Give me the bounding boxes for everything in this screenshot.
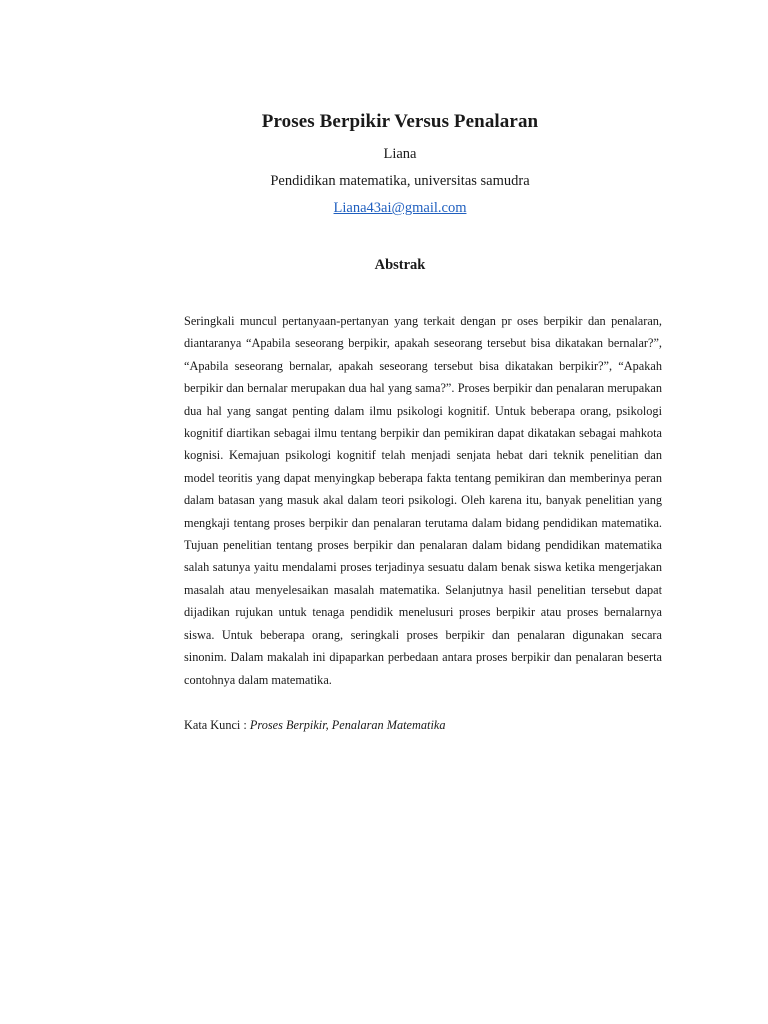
keywords-line <box>184 714 662 736</box>
email-link[interactable]: Liana43ai@gmail.com <box>333 200 467 216</box>
email-line <box>0 200 768 217</box>
abstract-paragraph: Seringkali muncul pertanyaan-pertanyan yang terkait dengan pr oses berpikir dan penalaran, diantaranya “Apabila seseorang berpikir, apakah seseorang tersebut bisa dikatakan bernalar?”, “Apabila seseorang bernalar, apakah seseorang tersebut bisa dikatakan berpikir?”, “Apakah berpikir dan bernalar merupakan dua hal yang sama?”. Proses berpikir dan penalaran merupakan dua hal yang sangat penting dalam ilmu psikologi kognitif. Untuk beberapa orang, psikologi kognitif diartikan sebagai ilmu tentang berpikir dan pemikiran dapat dikatakan sebagai mahkota kognisi. Kemajuan psikologi kognitif telah menjadi senjata hebat dari teknik penelitian dan model teoritis yang dapat menyingkap beberapa fakta tentang pemikiran dan memberinya peran dalam batasan yang masuk akal dalam teori psikologi. Oleh karena itu, banyak penelitian yang mengkaji tentang proses berpikir dan penalaran terutama dalam bidang pendidikan matematika. Tujuan penelitian tentang proses berpikir dan penalaran dalam bidang pendidikan matematika salah satunya yaitu mendalami proses terjadinya sesuatu dalam benak siswa ketika mengerjakan masalah atau menyelesaikan masalah matematika. Selanjutnya hasil penelitian tersebut dapat dijadikan rujukan untuk tenaga pendidik menelusuri proses berpikir atau proses bernalarnya siswa. Untuk beberapa orang, seringkali proses berpikir dan penalaran digunakan secara sinonim. Dalam makalah ini dipaparkan perbedaan antara proses berpikir dan penalaran beserta contohnya dalam matematika. <box>184 314 662 687</box>
keywords-label: Kata Kunci : <box>184 718 250 732</box>
abstract-heading: Abstrak <box>374 257 426 273</box>
paper-title: Proses Berpikir Versus Penalaran <box>261 111 539 132</box>
author-name: Liana <box>383 146 417 162</box>
keywords-values: Proses Berpikir, Penalaran Matematika <box>249 718 446 732</box>
author-affiliation: Pendidikan matematika, universitas samudra <box>270 173 530 189</box>
